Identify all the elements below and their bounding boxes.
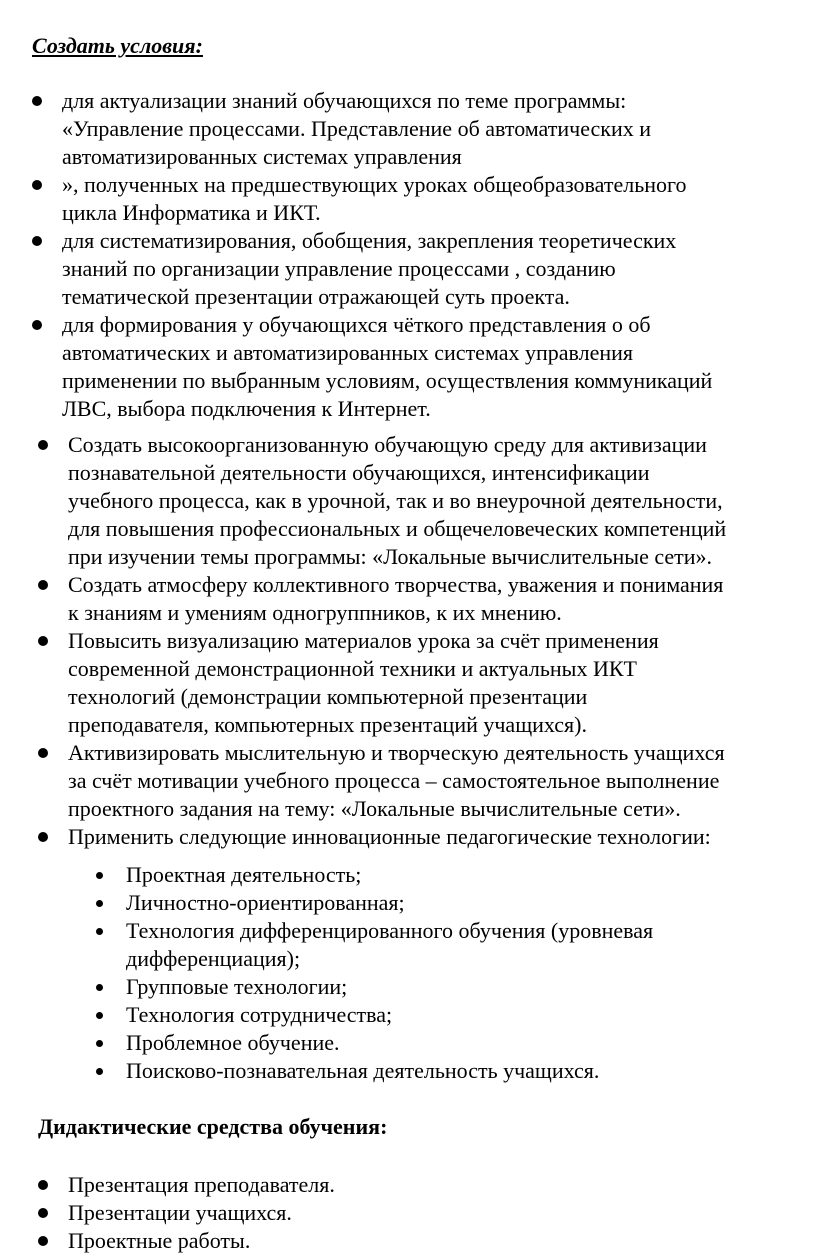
list-item-line: при изучении темы программы: «Локальные вычислительные сети». [68,544,713,569]
list-item-line: учебного процесса, как в урочной, так и во внеурочной деятельности, [68,488,723,513]
list-item-line: для систематизирования, обобщения, закрепления теоретических [62,228,677,253]
goal-item [68,627,808,739]
list-item-line: для формирования у обучающихся чёткого представления о об [62,312,651,337]
bullet-icon [38,1208,48,1218]
list-item-line: Повысить визуализацию материалов урока за счёт применения [68,628,659,653]
bullet-icon [38,1180,48,1190]
goal-item [68,823,808,851]
didactic-means-list [68,1171,668,1255]
technology-item [126,973,766,1001]
goal-item [62,171,802,227]
bullet-icon [32,236,42,246]
technology-item [126,889,766,917]
list-item-line: », полученных на предшествующих уроках общеобразовательного [62,172,687,197]
bullet-icon [96,1012,103,1019]
means-item [68,1227,668,1255]
list-item-line: технологий (демонстрации компьютерной презентации [68,684,588,709]
list-item-line: Создать атмосферу коллективного творчества, уважения и понимания [68,572,724,597]
bullet-icon [32,320,42,330]
heading-conditions: Создать условия: [32,33,203,58]
bullet-icon [38,440,48,450]
goal-item [68,571,808,627]
bullet-icon [96,872,103,879]
bullet-icon [38,748,48,758]
list-item-line: Проектные работы. [68,1228,251,1253]
list-item-line: Групповые технологии; [126,974,348,999]
bullet-icon [38,832,48,842]
list-item-line: Презентация преподавателя. [68,1172,335,1197]
goals-list-a [62,87,802,423]
technology-item [126,861,766,889]
bullet-icon [38,1236,48,1246]
list-item-line: Личностно-ориентированная; [126,890,405,915]
technology-item [126,1057,766,1085]
bullet-icon [38,580,48,590]
goal-item [68,739,808,823]
list-item-line: для актуализации знаний обучающихся по теме программы: [62,88,627,113]
technologies-list [126,861,766,1085]
means-item [68,1171,668,1199]
technology-item [126,917,766,973]
list-item-line: Технология сотрудничества; [126,1002,393,1027]
list-item-line: Создать высокоорганизованную обучающую среду для активизации [68,432,707,457]
list-item-line: Проектная деятельность; [126,862,362,887]
list-item-line: применении по выбранным условиям, осуществления коммуникаций [62,368,713,393]
list-item-line: тематической презентации отражающей суть проекта. [62,284,570,309]
bullet-icon [96,928,103,935]
list-item-line: знаний по организации управление процессами , созданию [62,256,616,281]
goal-item [68,431,808,571]
goals-list-b [68,431,808,851]
bullet-icon [32,180,42,190]
list-item-line: к знаниям и умениям одногруппников, к их мнению. [68,600,562,625]
list-item-line: проектного задания на тему: «Локальные вычислительные сети». [68,796,681,821]
list-item-line: Применить следующие инновационные педагогические технологии: [68,824,711,849]
list-item-line: современной демонстрационной техники и актуальных ИКТ [68,656,637,681]
goal-item [62,227,802,311]
bullet-icon [96,1068,103,1075]
list-item-line: Поисково-познавательная деятельность учащихся. [126,1058,600,1083]
goal-item [62,87,802,171]
heading-didactic-means: Дидактические средства обучения: [38,1114,388,1139]
list-item-line: за счёт мотивации учебного процесса – самостоятельное выполнение [68,768,720,793]
bullet-icon [38,636,48,646]
goal-item [62,311,802,423]
list-item-line: Технология дифференцированного обучения (уровневая [126,918,654,943]
list-item-line: Презентации учащихся. [68,1200,292,1225]
means-item [68,1199,668,1227]
list-item-line: автоматизированных системах управления [62,144,462,169]
technology-item [126,1029,766,1057]
technology-item [126,1001,766,1029]
list-item-line: цикла Информатика и ИКТ. [62,200,321,225]
list-item-line: ЛВС, выбора подключения к Интернет. [62,396,431,421]
list-item-line: для повышения профессиональных и общечеловеческих компетенций [68,516,727,541]
list-item-line: Проблемное обучение. [126,1030,340,1055]
bullet-icon [96,1040,103,1047]
bullet-icon [96,900,103,907]
list-item-line: преподавателя, компьютерных презентаций учащихся). [68,712,587,737]
list-item-line: дифференциация); [126,946,301,971]
list-item-line: «Управление процессами. Представление об автоматических и [62,116,652,141]
list-item-line: автоматических и автоматизированных системах управления [62,340,634,365]
bullet-icon [96,984,103,991]
list-item-line: познавательной деятельности обучающихся, интенсификации [68,460,650,485]
bullet-icon [32,96,42,106]
list-item-line: Активизировать мыслительную и творческую деятельность учащихся [68,740,725,765]
